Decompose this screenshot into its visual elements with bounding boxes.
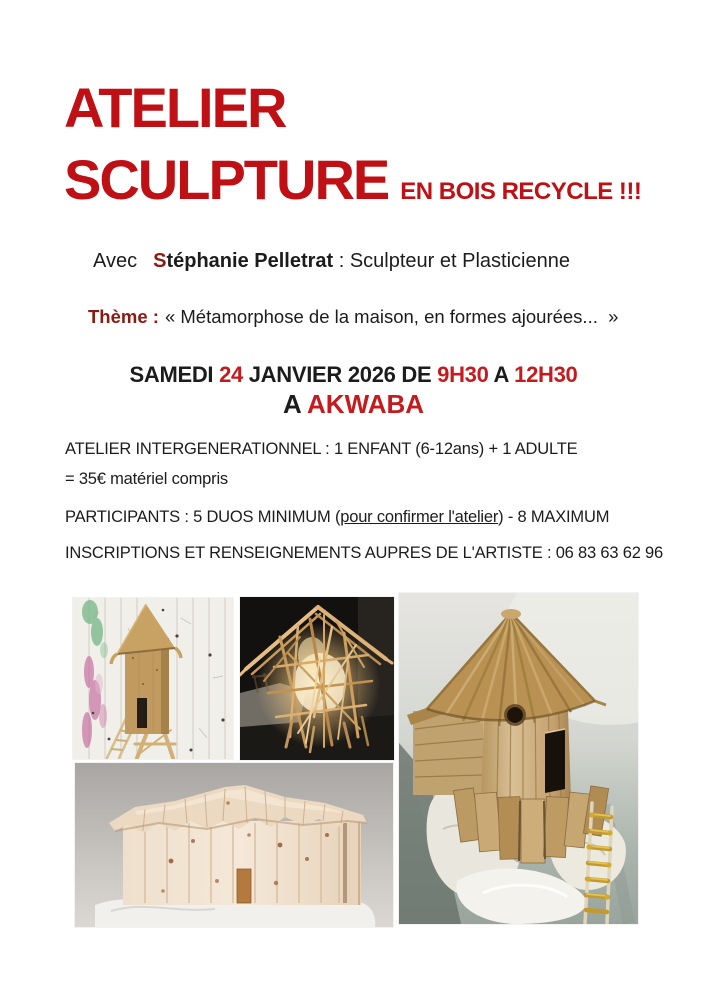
location-venue: AKWABA <box>307 389 425 419</box>
poster-title <box>64 72 641 228</box>
round-hut-illustration <box>399 593 638 924</box>
title-line-2 <box>64 144 641 228</box>
theme-label: Thème : <box>88 306 159 327</box>
title-word: SCULPTURE <box>64 148 389 211</box>
schedule-day-number: 24 <box>219 362 243 387</box>
photo-plank-cabin <box>75 763 393 927</box>
participants-prefix: PARTICIPANTS : 5 DUOS MINIMUM ( <box>65 508 341 526</box>
location-line <box>0 389 707 420</box>
theme-line <box>88 306 618 328</box>
participants-condition: pour confirmer l'atelier <box>340 508 499 526</box>
location-prefix: A <box>282 389 308 419</box>
detail-price: = 35€ matériel compris <box>65 470 228 488</box>
artist-byline <box>93 250 570 273</box>
detail-audience: ATELIER INTERGENERATIONNEL : 1 ENFANT (6-12ans) + 1 ADULTE <box>65 440 578 458</box>
detail-participants <box>65 508 609 527</box>
schedule-month: JANVIER 2026 DE <box>242 362 438 387</box>
stick-house-illustration <box>240 597 394 760</box>
title-suffix: EN BOIS RECYCLE !!! <box>400 178 642 205</box>
schedule-day-word: SAMEDI <box>129 362 220 387</box>
artist-role: Sculpteur et Plasticienne <box>349 250 570 272</box>
photo-house-on-stilts <box>73 598 233 759</box>
artist-initial: S <box>153 250 167 272</box>
title-line-1: ATELIER <box>64 76 286 139</box>
photo-glowing-stick-house <box>240 597 394 760</box>
schedule-start-time: 9H30 <box>437 362 489 387</box>
plank-cabin-illustration <box>75 763 393 927</box>
schedule-line <box>0 362 707 388</box>
schedule-end-time: 12H30 <box>514 362 578 387</box>
schedule-to: A <box>488 362 515 387</box>
detail-inscriptions: INSCRIPTIONS ET RENSEIGNEMENTS AUPRES DE L'ARTISTE : 06 83 63 62 96 <box>65 544 664 562</box>
artist-name-rest: téphanie Pelletrat <box>166 250 334 272</box>
participants-suffix: ) - 8 MAXIMUM <box>498 508 610 526</box>
theme-text: « Métamorphose de la maison, en formes ajourées... » <box>164 306 619 327</box>
byline-prefix: Avec <box>93 250 138 272</box>
photo-round-hut <box>399 593 638 924</box>
house-on-stilts-illustration <box>73 598 233 759</box>
artist-name <box>153 250 333 272</box>
byline-separator: : <box>333 250 350 272</box>
